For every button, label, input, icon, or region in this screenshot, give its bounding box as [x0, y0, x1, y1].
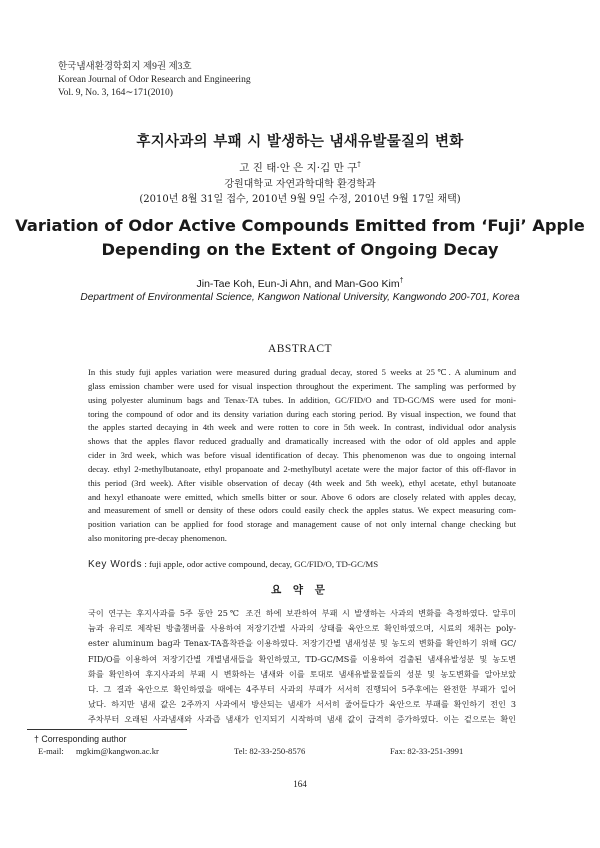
korean-abstract-line: 주차부터 오래된 사과냄새와 사과즙 냄새가 인지되기 시작하며 냄새 값이 급격히 증가하였다. 이는 겉으로는 확인: [88, 714, 516, 725]
abstract-line: this period (3rd week). After visible observation of decay (4th week and 5th week), ethyl acetate, ethyl butanoate: [88, 477, 516, 488]
abstract-line: glass emission chamber were used for visual inspection throughout the experiment. The sampling was performed by: [88, 380, 516, 391]
abstract-line: position variation can be applied for food storage and management cause of not only internal change checking but: [88, 519, 516, 530]
abstract-line: decay. ethyl 2-methylbutanoate, ethyl propanoate and 2-methylbutyl acetate were the major factor of this off-flavor in: [88, 463, 516, 474]
department-english: Department of Environmental Science, Kangwon National University, Kangwondo 200-701, Korea: [80, 292, 520, 303]
fax: Fax: 82-33-251-3991: [390, 746, 464, 756]
korean-abstract-line: ester aluminum bag과 Tenax-TA흡착관을 이용하였다. 저장기간별 냄새성분 및 농도의 변화를 확인하기 위해 GC/: [88, 638, 516, 649]
footnote-divider: [27, 729, 187, 730]
abstract-line: cider in 3rd week, which was before visual identification of decay. This phenomenon was due to ongoing internal: [88, 450, 516, 461]
korean-abstract-line: 났다. 하지만 냄새 값은 2주까지 사과에서 방산되는 냄새가 서서히 줄어들다가 육안으로 부패를 확인하기 전인 3: [88, 699, 516, 710]
authors-english-names: Jin-Tae Koh, Eun-Ji Ahn, and Man-Goo Kim: [196, 278, 400, 290]
korean-abstract-body: [88, 606, 516, 728]
abstract-line: using polyester aluminum bags and Tenax-TA tubes. In addition, GC/FID/O and TD-GC/MS were used for moni-: [88, 394, 516, 405]
journal-volume: Vol. 9, No. 3, 164∼171(2010): [58, 88, 173, 98]
telephone: Tel: 82-33-250-8576: [234, 746, 306, 756]
korean-abstract-line: 늄과 유리로 제작된 방출챔버를 사용하여 저장기간별 사과의 상태를 육안으로 확인하였으며, 시료의 채취는 poly-: [88, 623, 516, 634]
korean-abstract-heading: 요 약 문: [271, 584, 329, 596]
journal-header: [58, 61, 251, 100]
keywords-label: Key Words: [88, 559, 143, 570]
title-korean: 후지사과의 부패 시 발생하는 냄새유발물질의 변화: [136, 134, 464, 150]
korean-abstract-line: 다. 그 결과 육안으로 확인하였을 때에는 4주부터 사과의 부패가 서서히 진행되어 5주후에는 완전한 부패가 일어: [88, 684, 516, 695]
korean-abstract-line: 화를 확인하여 후지사과의 부패 시 변화하는 냄새와 이를 토대로 냄새유발물질들의 성분 및 농도변화를 알아보았: [88, 668, 516, 679]
page-number: 164: [293, 779, 307, 789]
footnote: [34, 733, 504, 757]
corresponding-author-label: † Corresponding author: [34, 734, 127, 744]
korean-abstract-line: 국이 연구는 후지사과를 5주 동안 25℃ 조건 하에 보관하여 부패 시 발생하는 사과의 변화를 측정하였다. 알루미: [88, 608, 516, 618]
abstract-line: shows that the apples flavor reduced gradually and dramatically increased with the odor of old apples and apple: [88, 436, 516, 447]
authors-korean: [0, 160, 600, 175]
abstract-line: toring the compound of odor and its density variation during each storing period. By visual inspection, we found that: [88, 408, 516, 419]
authors-english: [0, 278, 600, 290]
email-address: mgkim@kangwon.ac.kr: [76, 746, 159, 756]
affiliation-korean: 강원대학교 자연과학대학 환경학과: [224, 179, 376, 190]
journal-name-en: Korean Journal of Odor Research and Engineering: [58, 75, 251, 85]
authors-korean-names: 고 진 태·안 은 지·김 만 구: [239, 162, 358, 174]
title-english-line1: Variation of Odor Active Compounds Emitted from ‘Fuji’ Apple: [15, 216, 585, 235]
abstract-line: also monitoring pre-decay phenomenon.: [88, 533, 227, 544]
contact-row: [34, 745, 504, 757]
abstract-line: and hexyl ethanoate were emitted, which smells bitter or sour. Above 6 odors are closely related with apples decay,: [88, 491, 516, 502]
abstract-line: and measurement of smell or density of these odors could easily check the apples status. We expect measuring com-: [88, 505, 516, 516]
keywords: [88, 559, 378, 570]
korean-abstract-line: FID/O를 이용하여 저장기간별 개별냄새들을 확인하였고, TD-GC/MS를 이용하여 검출된 냄새유발성분 및 농도변: [88, 653, 516, 664]
corresponding-mark-en: †: [399, 277, 404, 285]
abstract-line: the apples started decaying in 4th week and were rotten to core in 5th week. In contrast, individual odor analysis: [88, 422, 516, 433]
title-english-line2: Depending on the Extent of Ongoing Decay: [101, 240, 499, 259]
abstract-line: In this study fuji apples variation were measured during gradual decay, stored 5 weeks at 25℃. A aluminum and: [88, 367, 516, 377]
keywords-text: : fuji apple, odor active compound, decay, GC/FID/O, TD-GC/MS: [142, 559, 379, 569]
abstract-body: [88, 366, 516, 546]
abstract-heading: ABSTRACT: [267, 343, 333, 355]
email-label: E-mail:: [38, 746, 64, 756]
corresponding-mark: †: [357, 160, 361, 169]
journal-name-kr: 한국냄새환경학회지 제9권 제3호: [58, 62, 192, 72]
title-english: [0, 214, 600, 262]
submission-dates: (2010년 8월 31일 접수, 2010년 9월 9일 수정, 2010년 9월 17일 채택): [139, 194, 461, 205]
